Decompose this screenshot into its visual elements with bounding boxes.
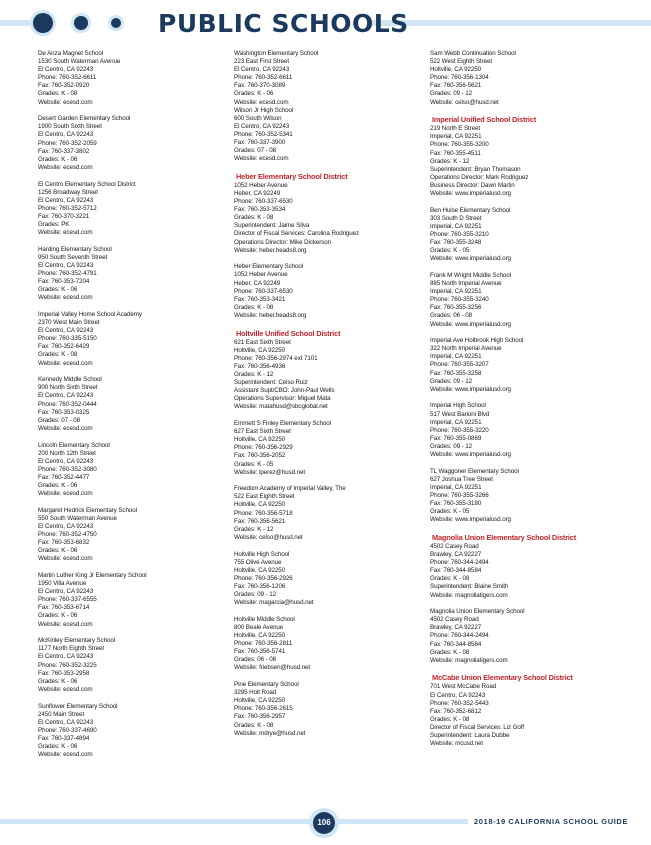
entry-line: Phone: 760-356-1304 [430,74,489,82]
entry-line: Fax: 760-337-3900 [234,139,286,147]
entry-line: Phone: 760-356-2929 [234,444,293,452]
entry-line: Website: ecesd.com [38,229,93,237]
entry-line: 4502 Casey Road [430,616,479,624]
entry-line: Desert Garden Elementary School [38,115,131,123]
school-entry [38,376,228,433]
entry-line: Imperial, CA 92251 [430,353,482,361]
entry-line: Fax: 760-353-3421 [234,295,286,303]
school-entry [38,572,228,629]
entry-line: Phone: 760-352-6611 [38,74,97,82]
entry-line: Phone: 760-356-2926 [234,574,293,582]
entry-line: Fax: 760-337-4894 [38,734,90,742]
entry-line: Holtville High School [234,550,290,558]
entry-line: 1256 Broadway Street [38,188,98,196]
entry-line: Website: ecesd.com [38,294,93,302]
entry-line: Holtville, CA 92250 [234,697,286,705]
entry-line: Brawley, CA 92227 [430,551,482,559]
entry-line: Grades: K - 06 [38,677,78,685]
entry-line: El Centro Elementary School District [38,180,136,188]
entry-line: Website: heber.heads8.org [234,246,307,254]
entry-line: Phone: 760-355-3240 [430,296,489,304]
entry-line: Grades: K - 08 [234,214,274,222]
entry-line: Fax: 760-353-0325 [38,408,90,416]
entry-line: Phone: 760-352-3080 [38,465,97,473]
page-title: PUBLIC SCHOOLS [158,9,409,38]
entry-line: El Centro, CA 92243 [38,66,94,74]
entry-line: Holtville, CA 92250 [234,501,286,509]
school-entry [430,402,620,459]
entry-line: Phone: 760-352-5443 [430,699,489,707]
column-2 [234,50,424,746]
school-entry [38,637,228,694]
entry-line: Website: www.imperialusd.org [430,190,511,197]
school-entry [430,272,620,329]
district-name: Magnolia Union Elementary School District [432,532,576,542]
entry-line: Grades: 09 - 12 [234,591,277,598]
entry-line: Freedom Academy of Imperial Valley, The [234,485,346,493]
school-entry [38,181,228,238]
entry-line: Website: heber.heads8.org [234,311,307,319]
header-dot-small [111,18,121,28]
entry-line: McKinley Elementary School [38,637,116,645]
entry-line: Phone: 760-355-3210 [430,230,489,238]
district-name: Heber Elementary School District [236,171,348,181]
entry-line: Fax: 760-356-2052 [234,452,286,460]
entry-line: Phone: 760-352-6611 [234,74,293,82]
entry-line: Grades: K - 06 [38,481,78,489]
entry-line: Website: mdrye@husd.net [234,729,306,737]
entry-line: Superintendent: Bryan Thomason [430,165,521,173]
entry-line: Brawley, CA 92227 [430,624,482,632]
entry-line: Grades: K - 12 [234,370,274,378]
entry-line: El Centro, CA 92243 [234,66,290,74]
entry-line: Operations Director: Mark Rodriguez [430,173,529,181]
entry-line: Heber, CA 92249 [234,279,281,287]
entry-line: Website: ecesd.com [38,685,93,693]
entry-line: Website: celso@husd.net [430,98,499,106]
entry-line: 627 Joshua Tree Street [430,475,493,483]
entry-line: Margaret Hedrick Elementary School [38,506,137,514]
entry-line: Website: lperez@husd.net [234,468,306,476]
entry-line: Grades: 09 - 12 [430,377,473,385]
entry-line: Fax: 760-356-5741 [234,648,286,656]
school-entry [234,50,424,163]
entry-line: Phone: 760-337-6555 [38,596,97,604]
entry-line: Website: ecesd.com [38,424,93,432]
entry-line: 1900 South Sixth Street [38,123,102,131]
entry-line: 223 East First Street [234,58,289,66]
entry-line: Kennedy Middle School [38,376,102,384]
entry-line: Grades: K - 06 [38,612,78,620]
entry-line: Phone: 760-356-5718 [234,509,293,517]
entry-line: Grades: K - 06 [38,547,78,555]
entry-line: Fax: 760-352-6429 [38,343,90,351]
entry-line: El Centro, CA 92243 [430,691,486,699]
entry-line: Website: matahusd@sbcglobal.net [234,403,328,411]
entry-line: Website: ecesd.com [38,359,93,367]
entry-line: Grades: K - 08 [430,575,470,583]
entry-line: 303 South D Street [430,214,482,222]
entry-line: 600 South Wilson [234,114,282,122]
entry-line: Grades: K - 12 [430,157,470,165]
entry-line: Fax: 760-352-4477 [38,473,90,481]
entry-line: Fax: 760-337-3802 [38,147,90,155]
entry-line: Harding Elementary School [38,245,112,253]
entry-line: Website: www.imperialusd.org [430,451,511,458]
entry-line: 621 East Sixth Street [234,338,291,346]
entry-line: Grades: K - 08 [430,648,470,656]
entry-line: Superintendent: Blaine Smith [430,583,509,591]
school-entry [234,681,424,738]
school-entry [430,468,620,525]
entry-line: Holtville, CA 92250 [234,346,286,354]
entry-line: Fax: 760-356-1206 [234,582,286,590]
entry-line: 755 Olive Avenue [234,558,282,566]
entry-line: Holtville, CA 92250 [234,436,286,444]
entry-line: TL Waggoner Elementary School [430,467,519,475]
entry-line: Phone: 760-352-2059 [38,139,97,147]
entry-line: Pine Elementary School [234,681,299,689]
entry-line: El Centro, CA 92243 [38,522,94,530]
entry-line: Imperial High School [430,402,486,410]
entry-line: Fax: 760-355-3258 [430,369,482,377]
entry-line: Imperial Ave Holbrook High School [430,337,524,345]
school-entry [430,50,620,107]
entry-line: Grades: K - 08 [38,351,78,359]
entry-line: Website: friebsen@husd.net [234,664,311,672]
entry-line: Fax: 760-353-6714 [38,604,90,612]
district-entry [234,172,424,255]
entry-line: 885 North Imperial Avenue [430,280,502,288]
entry-line: 522 East Eighth Street [234,493,295,501]
entry-line: 1052 Heber Avenue [234,181,288,189]
entry-line: Website: magnoliatigers.com [430,656,508,664]
entry-line: El Centro, CA 92243 [38,327,94,335]
entry-line: Grades: K - 05 [430,247,470,255]
entry-line: 701 West McCabe Road [430,683,497,691]
district-entry [430,115,620,198]
entry-line: Website: celso@husd.net [234,533,303,541]
entry-line: Superintendent: Celso Ruiz [234,379,308,387]
entry-line: Grades: K - 12 [234,525,274,533]
entry-line: Phone: 760-352-4750 [38,531,97,539]
entry-line: Operations Supervisor: Miguel Mata [234,395,331,403]
entry-line: Holtville, CA 92250 [430,66,482,74]
entry-line: Fax: 760-355-3248 [430,239,482,247]
entry-line: Imperial Valley Home School Academy [38,311,142,318]
entry-line: Fax: 760-355-4511 [430,149,481,157]
entry-line: Grades: 06 - 08 [430,312,473,320]
entry-line: El Centro, CA 92243 [38,653,94,661]
entry-line: Phone: 760-355-3207 [430,361,489,369]
school-entry [38,115,228,172]
entry-line: 1950 Villa Avenue [38,580,87,588]
entry-line: Holtville Middle School [234,615,295,623]
entry-line: 3295 Holt Road [234,689,277,697]
entry-line: 517 West Barioni Blvd [430,410,490,418]
entry-line: Website: ecesd.com [38,751,93,759]
school-entry [430,207,620,264]
entry-line: Lincoln Elementary School [38,441,110,449]
entry-line: Website: ecesd.com [38,98,93,106]
entry-line: Website: ecesd.com [38,163,93,171]
entry-line: Website: www.imperialusd.org [430,320,511,328]
page-number: 106 [313,812,335,834]
entry-line: El Centro, CA 92243 [38,588,94,596]
entry-line: Phone: 760-352-5341 [234,130,293,138]
entry-line: Holtville, CA 92250 [234,566,286,574]
entry-line: El Centro, CA 92243 [38,131,94,139]
entry-line: Website: ecesd.com [234,98,289,106]
entry-line: Phone: 760-356-2811 [234,640,293,648]
column-1 [38,50,228,768]
entry-line: 2370 West Main Street [38,319,100,327]
entry-line: 800 Beale Avenue [234,623,284,631]
entry-line: Grades: K - 08 [234,303,274,311]
entry-line: Website: www.imperialusd.org [430,385,511,393]
school-entry [234,485,424,542]
school-entry [38,703,228,760]
entry-line: Imperial, CA 92251 [430,133,482,141]
entry-line: Grades: PK [38,220,70,228]
school-entry [234,551,424,608]
entry-line: Phone: 760-337-4690 [38,726,97,734]
entry-line: Martin Luther King Jr Elementary School [38,572,147,579]
entry-line: 2450 Main Street [38,710,85,718]
entry-line: El Centro, CA 92243 [38,261,94,269]
entry-line: Fax: 760-352-6812 [430,707,482,715]
entry-line: Fax: 760-355-0869 [430,434,482,442]
entry-line: Grades: K - 08 [234,721,274,729]
entry-line: Operations Director: Mike Dickerson [234,238,332,246]
entry-line: Assistant Supt/CBO: John-Paul Wells [234,387,335,395]
page-footer [0,808,651,838]
entry-line: Fax: 760-356-2957 [234,713,286,721]
entry-line: Director of Fiscal Services: Carolina Rodriguez [234,230,360,238]
school-entry [430,337,620,394]
entry-line: Superintendent: Jaime Silva [234,222,310,230]
entry-line: Fax: 760-344-8584 [430,567,482,575]
entry-line: Fax: 760-353-6832 [38,539,90,547]
header-dot-medium [74,16,88,30]
entry-line: Director of Fiscal Services: Liz Goff [430,723,524,731]
page-header [0,0,651,48]
entry-line: Phone: 760-356-2974 ext 7101 [234,354,318,362]
entry-line: Phone: 760-355-3266 [430,491,489,499]
entry-line: Website: mcusd.net [430,740,484,748]
entry-line: Washington Elementary School [234,50,319,57]
district-entry [234,329,424,412]
entry-line: De Anza Magnet School [38,50,104,57]
school-entry [38,507,228,564]
entry-line: Fax: 760-355-3180 [430,500,482,508]
entry-line: Fax: 760-353-7204 [38,278,90,286]
entry-line: Grades: K - 06 [38,742,78,750]
entry-line: Grades: K - 06 [38,286,78,294]
entry-line: 900 North Sixth Street [38,384,98,392]
school-entry [38,246,228,303]
entry-line: Grades: 09 - 12 [430,90,473,98]
entry-line: Phone: 760-352-5712 [38,204,97,212]
district-name: McCabe Union Elementary School District [432,673,573,683]
entry-line: Phone: 760-352-3225 [38,661,97,669]
entry-line: 522 West Eighth Street [430,58,493,66]
entry-line: El Centro, CA 92243 [38,196,94,204]
entry-line: Emmett S Finley Elementary School [234,420,331,428]
entry-line: Fax: 760-355-3256 [430,304,482,312]
entry-line: Grades: K - 05 [430,508,470,516]
entry-line: Fax: 760-352-0920 [38,82,90,90]
entry-line: Fax: 760-344-8584 [430,640,482,648]
header-rule-right [370,20,651,26]
school-entry [38,50,228,107]
entry-line: 200 North 12th Street [38,449,96,457]
entry-line: Grades: K - 06 [234,90,274,98]
district-entry [430,673,620,748]
entry-line: Ben Hulse Elementary School [430,206,511,214]
entry-line: El Centro, CA 92243 [234,122,290,130]
school-entry [234,616,424,673]
entry-line: Grades: K - 05 [234,460,274,468]
entry-line: Phone: 760-355-3220 [430,426,489,434]
entry-line: 322 North Imperial Avenue [430,345,502,353]
entry-line: 627 East Sixth Street [234,428,291,436]
school-entry [38,311,228,368]
entry-line: El Centro, CA 92243 [38,457,94,465]
entry-line: Fax: 760-353-3534 [234,206,286,214]
entry-line: Website: ecesd.com [234,155,289,163]
entry-line: Website: magnoliatigers.com [430,591,508,599]
entry-line: Phone: 760-337-6530 [234,198,293,206]
entry-line: Website: www.imperialusd.org [430,516,511,524]
entry-line: Magnolia Union Elementary School [430,608,525,616]
entry-line: 219 North E Street [430,125,481,133]
entry-line: Grades: 07 - 08 [38,416,81,424]
entry-line: Superintendent: Laura Dubbe [430,732,510,739]
entry-line: Heber Elementary School [234,263,304,271]
school-entry [234,420,424,477]
guide-title: 2018-19 CALIFORNIA SCHOOL GUIDE [474,817,629,826]
entry-line: Phone: 760-335-5150 [38,335,97,343]
entry-line: Fax: 760-370-3221 [38,212,90,220]
entry-line: 1052 Heber Avenue [234,271,288,279]
entry-line: Grades: K - 08 [38,90,78,98]
entry-line: 950 South Seventh Street [38,253,108,261]
entry-line: Phone: 760-344-2494 [430,632,489,640]
school-entry [234,263,424,320]
entry-line: Sunflower Elementary School [38,702,118,710]
entry-line: Phone: 760-356-2615 [234,705,293,713]
district-name: Imperial Unified School District [432,115,537,125]
district-name: Holtville Unified School District [236,328,341,338]
entry-line: Fax: 760-356-4936 [234,362,286,370]
school-entry [38,442,228,499]
entry-line: 4502 Casey Road [430,542,479,550]
entry-line: Website: www.imperialusd.org [430,255,511,263]
entry-line: El Centro, CA 92243 [38,392,94,400]
entry-line: Wilson Jr High School [234,106,294,114]
entry-line: Phone: 760-352-0444 [38,400,97,408]
entry-line: El Centro, CA 92243 [38,718,94,726]
entry-line: Phone: 760-352-4791 [38,270,97,278]
header-dot-large [33,13,53,33]
entry-line: 550 South Waterman Avenue [38,514,117,522]
entry-line: Fax: 760-370-3089 [234,82,286,90]
entry-line: Grades: 06 - 08 [234,656,277,664]
header-rule-left [0,20,30,26]
school-entry [430,608,620,665]
entry-line: Business Director: Dawn Martin [430,181,515,189]
entry-line: Phone: 760-337-6530 [234,287,293,295]
column-3 [430,50,620,757]
entry-line: Phone: 760-344-2494 [430,559,489,567]
entry-line: 1530 South Waterman Avenue [38,58,121,66]
entry-line: Website: magarcia@husd.net [234,599,314,607]
entry-line: Grades: 09 - 12 [430,442,473,450]
entry-line: Website: ecesd.com [38,620,93,628]
entry-line: Website: ecesd.com [38,490,93,498]
entry-line: Fax: 760-356-5621 [430,82,482,90]
entry-line: Fax: 760-356-5621 [234,517,286,525]
district-entry [430,533,620,600]
entry-line: Imperial, CA 92251 [430,288,482,296]
entry-line: Imperial, CA 92251 [430,222,482,230]
entry-line: Phone: 760-355-3200 [430,141,489,149]
entry-line: Frank M Wright Middle School [430,271,511,279]
entry-line: Grades: K - 06 [38,155,78,163]
entry-line: Holtville, CA 92250 [234,631,286,639]
entry-line: Website: ecesd.com [38,555,93,563]
entry-line: Grades: K - 08 [430,715,470,723]
entry-line: Grades: 07 - 08 [234,147,277,155]
entry-line: Imperial, CA 92251 [430,483,482,491]
entry-line: 1177 North Eighth Street [38,645,105,653]
entry-line: Imperial, CA 92251 [430,418,482,426]
entry-line: Sam Webb Continuation School [430,50,516,57]
entry-line: Heber, CA 92249 [234,190,281,197]
entry-line: Fax: 760-353-2958 [38,669,90,677]
